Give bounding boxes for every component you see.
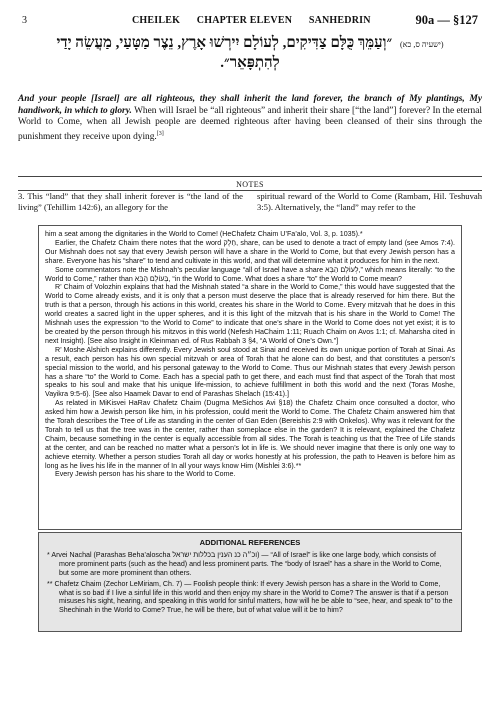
folio-reference: 90a — §127 bbox=[415, 13, 478, 27]
reference-item: * Arvei Nachal (Parashas Beha’aloscha וכ״ה כנ הענין בכללות ישראל) — “All of Israel” is like one large body, which consists of more prominent parts (such as the head) and less prominent parts. The “body of Israel” has a share in the World to Come, but some are more prominent than others. bbox=[47, 550, 442, 577]
tractate-chapter-label: CHEILEK bbox=[132, 15, 181, 26]
chapter-number-label: CHAPTER ELEVEN bbox=[196, 15, 293, 26]
notes-column-left: 3. This “land” that they shall inherit forever is “the land of the living” (Tehillim 142:6), an allegory for the bbox=[18, 191, 243, 212]
additional-references-box bbox=[38, 532, 462, 632]
commentary-paragraph: As related in MiKisvei HaRav Chafetz Chaim (Dugma MeSichos Avi §18) the Chafetz Chaim once consulted a doctor, who asked him how a Jewish person like him, in his profession, could merit the World to Come. The Chafetz Chaim answered him that the Torah describes the Tree of Life as standing in the center of Gan Eden (Bereishis 2:9 with Onkelos). Why was it relevant for the Torah to tell us that the tree was in the center, rather than someplace else in the garden? It is relevant, explained the Chafetz Chaim, because something in the center is equally accessible from all sides. The Torah is teaching us that the Tree of Life stands at the center, and can be reached no matter what a person’s lot in life is. We should never imagine that there is only one way to achieve eternity. Whether a person studies Torah all day or works honestly at his profession, the path to Heaven is before him as long as he lives his life in the manner of In all your ways know Him (Mishlei 3:6).** bbox=[45, 399, 455, 470]
commentary-paragraph: Some commentators note the Mishnah’s peculiar language “all of Israel have a share לְעוֹלָם הַבָּא,” which means literally: “to the World to Come,” rather than בָּעוֹלָם הַבָּא, “in the World to Come. What does a share “to” the World to Come mean? bbox=[45, 265, 455, 283]
hebrew-verse bbox=[40, 34, 460, 73]
commentary-paragraph: him a seat among the dignitaries in the World to Come! (HeChafetz Chaim U’Fa’alo, Vol. 3, p. 1035).* bbox=[45, 230, 363, 238]
note-reference: [3] bbox=[156, 130, 164, 137]
commentary-paragraph: R’ Moshe Alshich explains differently. Every Jewish soul stood at Sinai and received its own unique portion of Torah at Sinai. As a result, each person has his own special mitzvah or area of Torah that he alone can do best, and that constitutes a person’s special mission to the world, and his personal gateway to the World to Come. Thus our Mishnah states that every Jewish person has a share “to” the World to Come. Each has a special path to get there, and each must find that aspect of the Torah that most speaks to his soul and make that his unique life-mission, to achieve fulfillment in both this world and the next (Toras Moshe, Vayikra 9:5-6). [See also Haamek Davar to end of Parashas Shelach (15:41).] bbox=[45, 345, 455, 399]
notes-columns bbox=[18, 191, 482, 212]
notes-divider bbox=[18, 176, 482, 177]
insight-commentary-box bbox=[38, 225, 462, 530]
notes-title: NOTES bbox=[236, 180, 264, 189]
verse-text: ״וְעַמֵּךְ כֻּלָּם צַדִּיקִים, לְעוֹלָם יִירְשׁוּ אָרֶץ, נֵצֶר מַטָּעַי, מַעֲשֵׂה יָדַי לְהִתְפָּאֵר״. bbox=[56, 35, 393, 71]
commentary-paragraph: Every Jewish person has his share to the World to Come. bbox=[55, 470, 236, 479]
additional-references-title: ADDITIONAL REFERENCES bbox=[199, 538, 301, 547]
commentary-paragraph: R’ Chaim of Volozhin explains that had the Mishnah stated “a share in the World to Come,” this would have suggested that the World to Come already exists, and it is only that a person must deserve the place that is already reserved for him there. But the truth is that a person, through his actions in this world, creates his share in the World to Come. Every mitzvah that he does in this world creates a sacred light in the upper spheres, and it is this light of the mitzvah that is his share in the World to Come! The Mishnah uses the expression “to the World to Come” to indicate that one’s share in the World to Come does not yet exist; it is to be created by the person through his mitzvos in this world (Nefesh HaChaim 1:11; Ruach Chaim on Avos 1:1; cf. Maharsha cited in next Insight). [See also Insight in Kleinman ed. of Rus Rabbah 3 §4, “A World of One’s Own.”] bbox=[45, 283, 455, 345]
main-commentary: When will Israel be “all righteous” and inherit their share [“the land”] forever? In the eternal World to Come, when all Jewish people are deemed righteous after having been cleansed of their sins through the punishment they receive upon dying. bbox=[18, 105, 483, 142]
commentary-paragraph: Earlier, the Chafetz Chaim there notes that the word חֵלֶק, share, can be used to denote a tract of empty land (see Amos 7:4). Our Mishnah does not say that every Jewish person will have a share in the World to Come, but that every Jewish person has a share. Everyone has his “share” to tend and cultivate in this world, and that will determine what it produces for him in the next. bbox=[45, 238, 455, 265]
tractate-name-label: SANHEDRIN bbox=[308, 15, 371, 26]
notes-column-right: spiritual reward of the World to Come (Rambam, Hil. Teshuvah 3:5). Alternatively, the “land” may refer to the bbox=[257, 191, 482, 212]
reference-item: ** Chafetz Chaim (Zechor LeMiriam, Ch. 7) — Foolish people think: If every Jewish person has a share in the World to Come, what is so bad if I live a sinful life in this world and then enjoy my share in the World to Come? The answer is that if a person misuses his sight, hearing, and speaking in this world for sinful matters, how will he be able to “see, hear, and speak to” to the Shechinah in the World to Come? True, he will be there, but of what value will it be to him? bbox=[47, 579, 453, 615]
page-number: 3 bbox=[22, 15, 27, 26]
chapter-labels bbox=[132, 15, 385, 26]
main-text bbox=[18, 94, 482, 144]
verse-translation: And your people [Israel] are all righteous, they shall inherit the land forever, the branch of My plantings, My handiwork, in which to glory. bbox=[18, 94, 482, 116]
running-header bbox=[22, 14, 478, 30]
verse-source: (ישעיה ס, כא) bbox=[399, 40, 444, 49]
